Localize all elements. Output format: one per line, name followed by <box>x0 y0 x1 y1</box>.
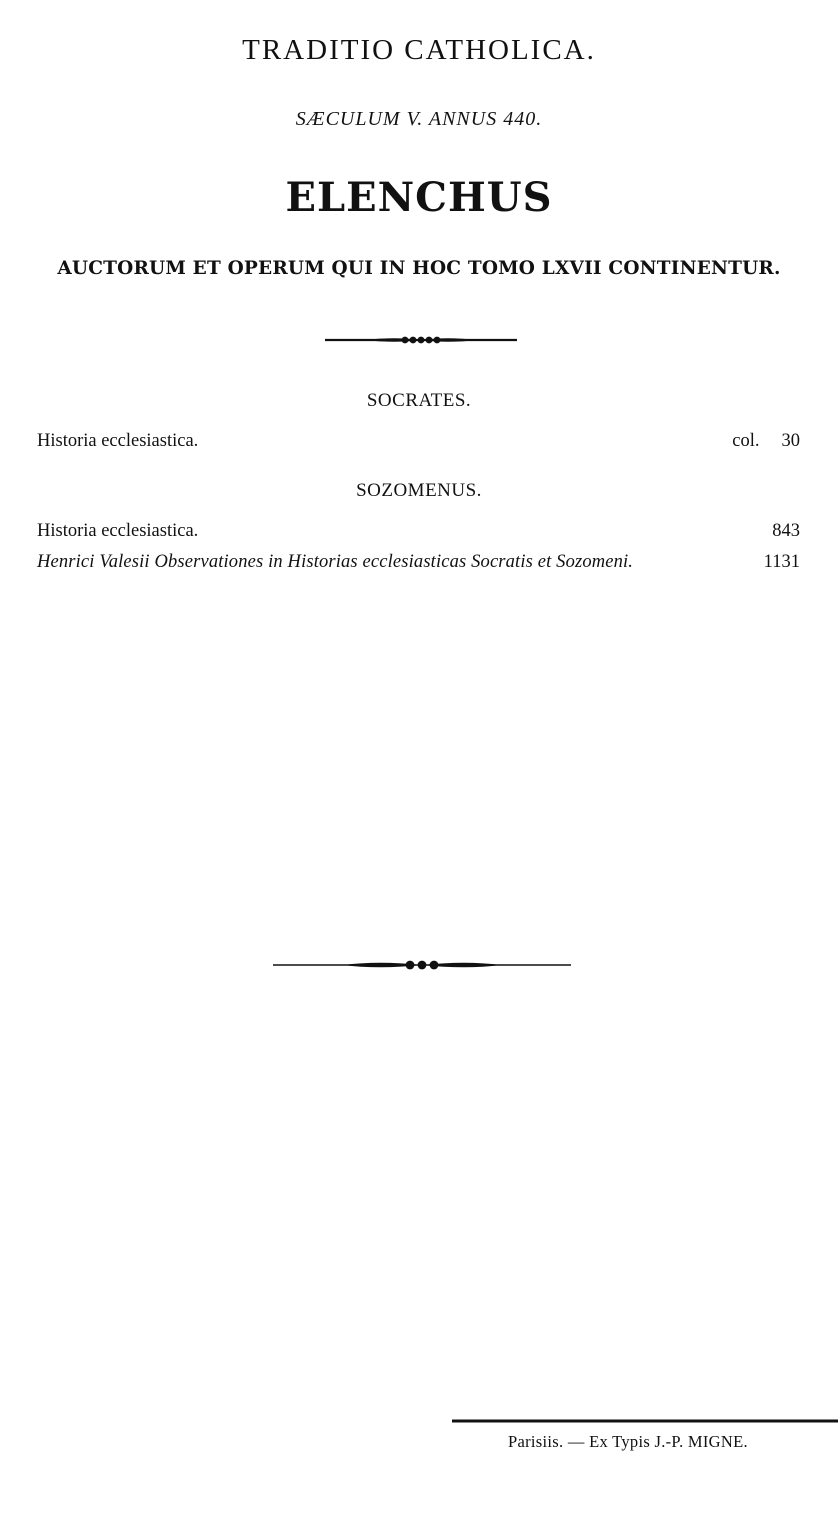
column-number: 843 <box>772 521 800 541</box>
middle-ornament-rule <box>273 957 571 973</box>
top-ornament-rule <box>325 333 517 347</box>
contents-subheading: AUCTORUM ET OPERUM QUI IN HOC TOMO LXVII CONTINENTUR. <box>57 258 781 279</box>
entry-title: Henrici Valesii Observationes in Historias ecclesiasticas Socratis et Sozomeni. <box>37 552 634 572</box>
author-heading-sozomenus: SOZOMENUS. <box>356 480 482 501</box>
elenchus-heading: ELENCHUS <box>285 174 553 221</box>
column-number: 30 <box>781 431 800 451</box>
author-heading-socrates: SOCRATES. <box>366 390 472 411</box>
printer-imprint: Parisiis. — Ex Typis J.-P. MIGNE. <box>508 1432 748 1451</box>
column-number: 1131 <box>763 552 800 572</box>
entry-title: Historia ecclesiastica. <box>37 521 199 541</box>
column-label: col. <box>732 431 760 451</box>
century-year-line: SÆCULUM V. ANNUS 440. <box>295 108 543 130</box>
page-title: TRADITIO CATHOLICA. <box>242 34 596 66</box>
footer-rule <box>452 1418 838 1424</box>
entry-title: Historia ecclesiastica. <box>37 431 199 451</box>
